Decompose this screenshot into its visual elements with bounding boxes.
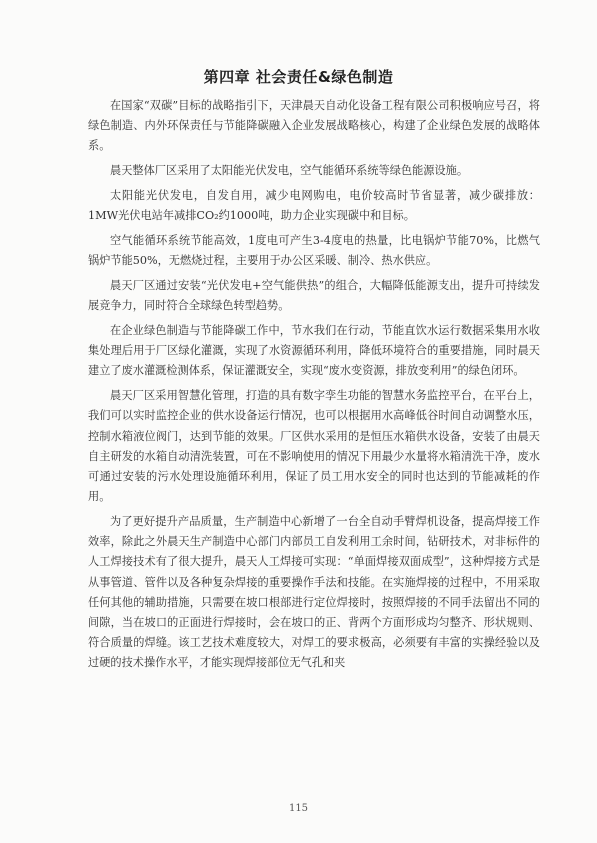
paragraph-2: 晨天整体厂区采用了太阳能光伏发电，空气能循环系统等绿色能源设施。 bbox=[110, 164, 469, 178]
paragraph-3: 太阳能光伏发电，自发自用，减少电网购电，电价较高时节省显著，减少碳排放：1MW光伏电站年减排CO₂约1000吨，助力企业实现碳中和目标。 bbox=[88, 189, 540, 223]
paragraph-1: 在国家“双碳”目标的战略指引下，天津晨天自动化设备工程有限公司积极响应号召，将绿色制造、内外环保责任与节能降碳融入企业发展战略核心，构建了企业绿色发展的战略体系。 bbox=[88, 99, 540, 153]
chapter-title: 第四章 社会责任&绿色制造 bbox=[203, 68, 394, 86]
paragraph-7: 晨天厂区采用智慧化管理，打造的具有数字孪生功能的智慧水务监控平台，在平台上，我们可以实时监控企业的供水设备运行情况，也可以根据用水高峰低谷时间自动调整水压，控制水箱液位阀门，达到节能的效果。厂区供水采用的是恒压水箱供水设备，安装了由晨天自主研发的水箱自动清洗装置，可在不影响使用的情况下用最少水量将水箱清洗干净，废水可通过安装的污水处理设施循环利用，保证了员工用水安全的同时也达到的节能减耗的作用。 bbox=[88, 389, 540, 504]
paragraph-8: 为了更好提升产品质量，生产制造中心新增了一台全自动手臂焊机设备，提高焊接工作效率，除此之外晨天生产制造中心部门内部员工自发利用工余时间，钻研技术，对非标件的人工焊接技术有了很大提升，晨天人工焊接可实现：“单面焊接双面成型”，这种焊接方式是从事管道、管件以及各种复杂焊接的重要操作手法和技能。在实施焊接的过程中，不用采取任何其他的辅助措施，只需要在坡口根部进行定位焊接时，按照焊接的不同手法留出不同的间隙，当在坡口的正面进行焊接时，会在坡口的正、背两个方面形成均匀整齐、形状规则、符合质量的焊缝。该工艺技术难度较大，对焊工的要求极高，必须要有丰富的实操经验以及过硬的技术操作水平，才能实现焊接部位无气孔和夹 bbox=[88, 515, 540, 670]
page-number: 115 bbox=[288, 803, 309, 814]
body-text bbox=[88, 96, 540, 678]
paragraph-5: 晨天厂区通过安装“光伏发电+空气能供热”的组合，大幅降低能源支出，提升可持续发展竞争力，同时符合全球绿色转型趋势。 bbox=[88, 279, 540, 313]
paragraph-4: 空气能循环系统节能高效，1度电可产生3-4度电的热量，比电锅炉节能70%，比燃气锅炉节能50%，无燃烧过程，主要用于办公区采暖、制冷、热水供应。 bbox=[88, 234, 540, 268]
paragraph-6: 在企业绿色制造与节能降碳工作中，节水我们在行动，节能直饮水运行数据采集用水收集处理后用于厂区绿化灌溉，实现了水资源循环利用，降低环境符合的重要措施，同时晨天建立了废水灌溉检测体系，保证灌溉安全，实现“废水变资源，排放变利用”的绿色闭环。 bbox=[88, 324, 540, 378]
